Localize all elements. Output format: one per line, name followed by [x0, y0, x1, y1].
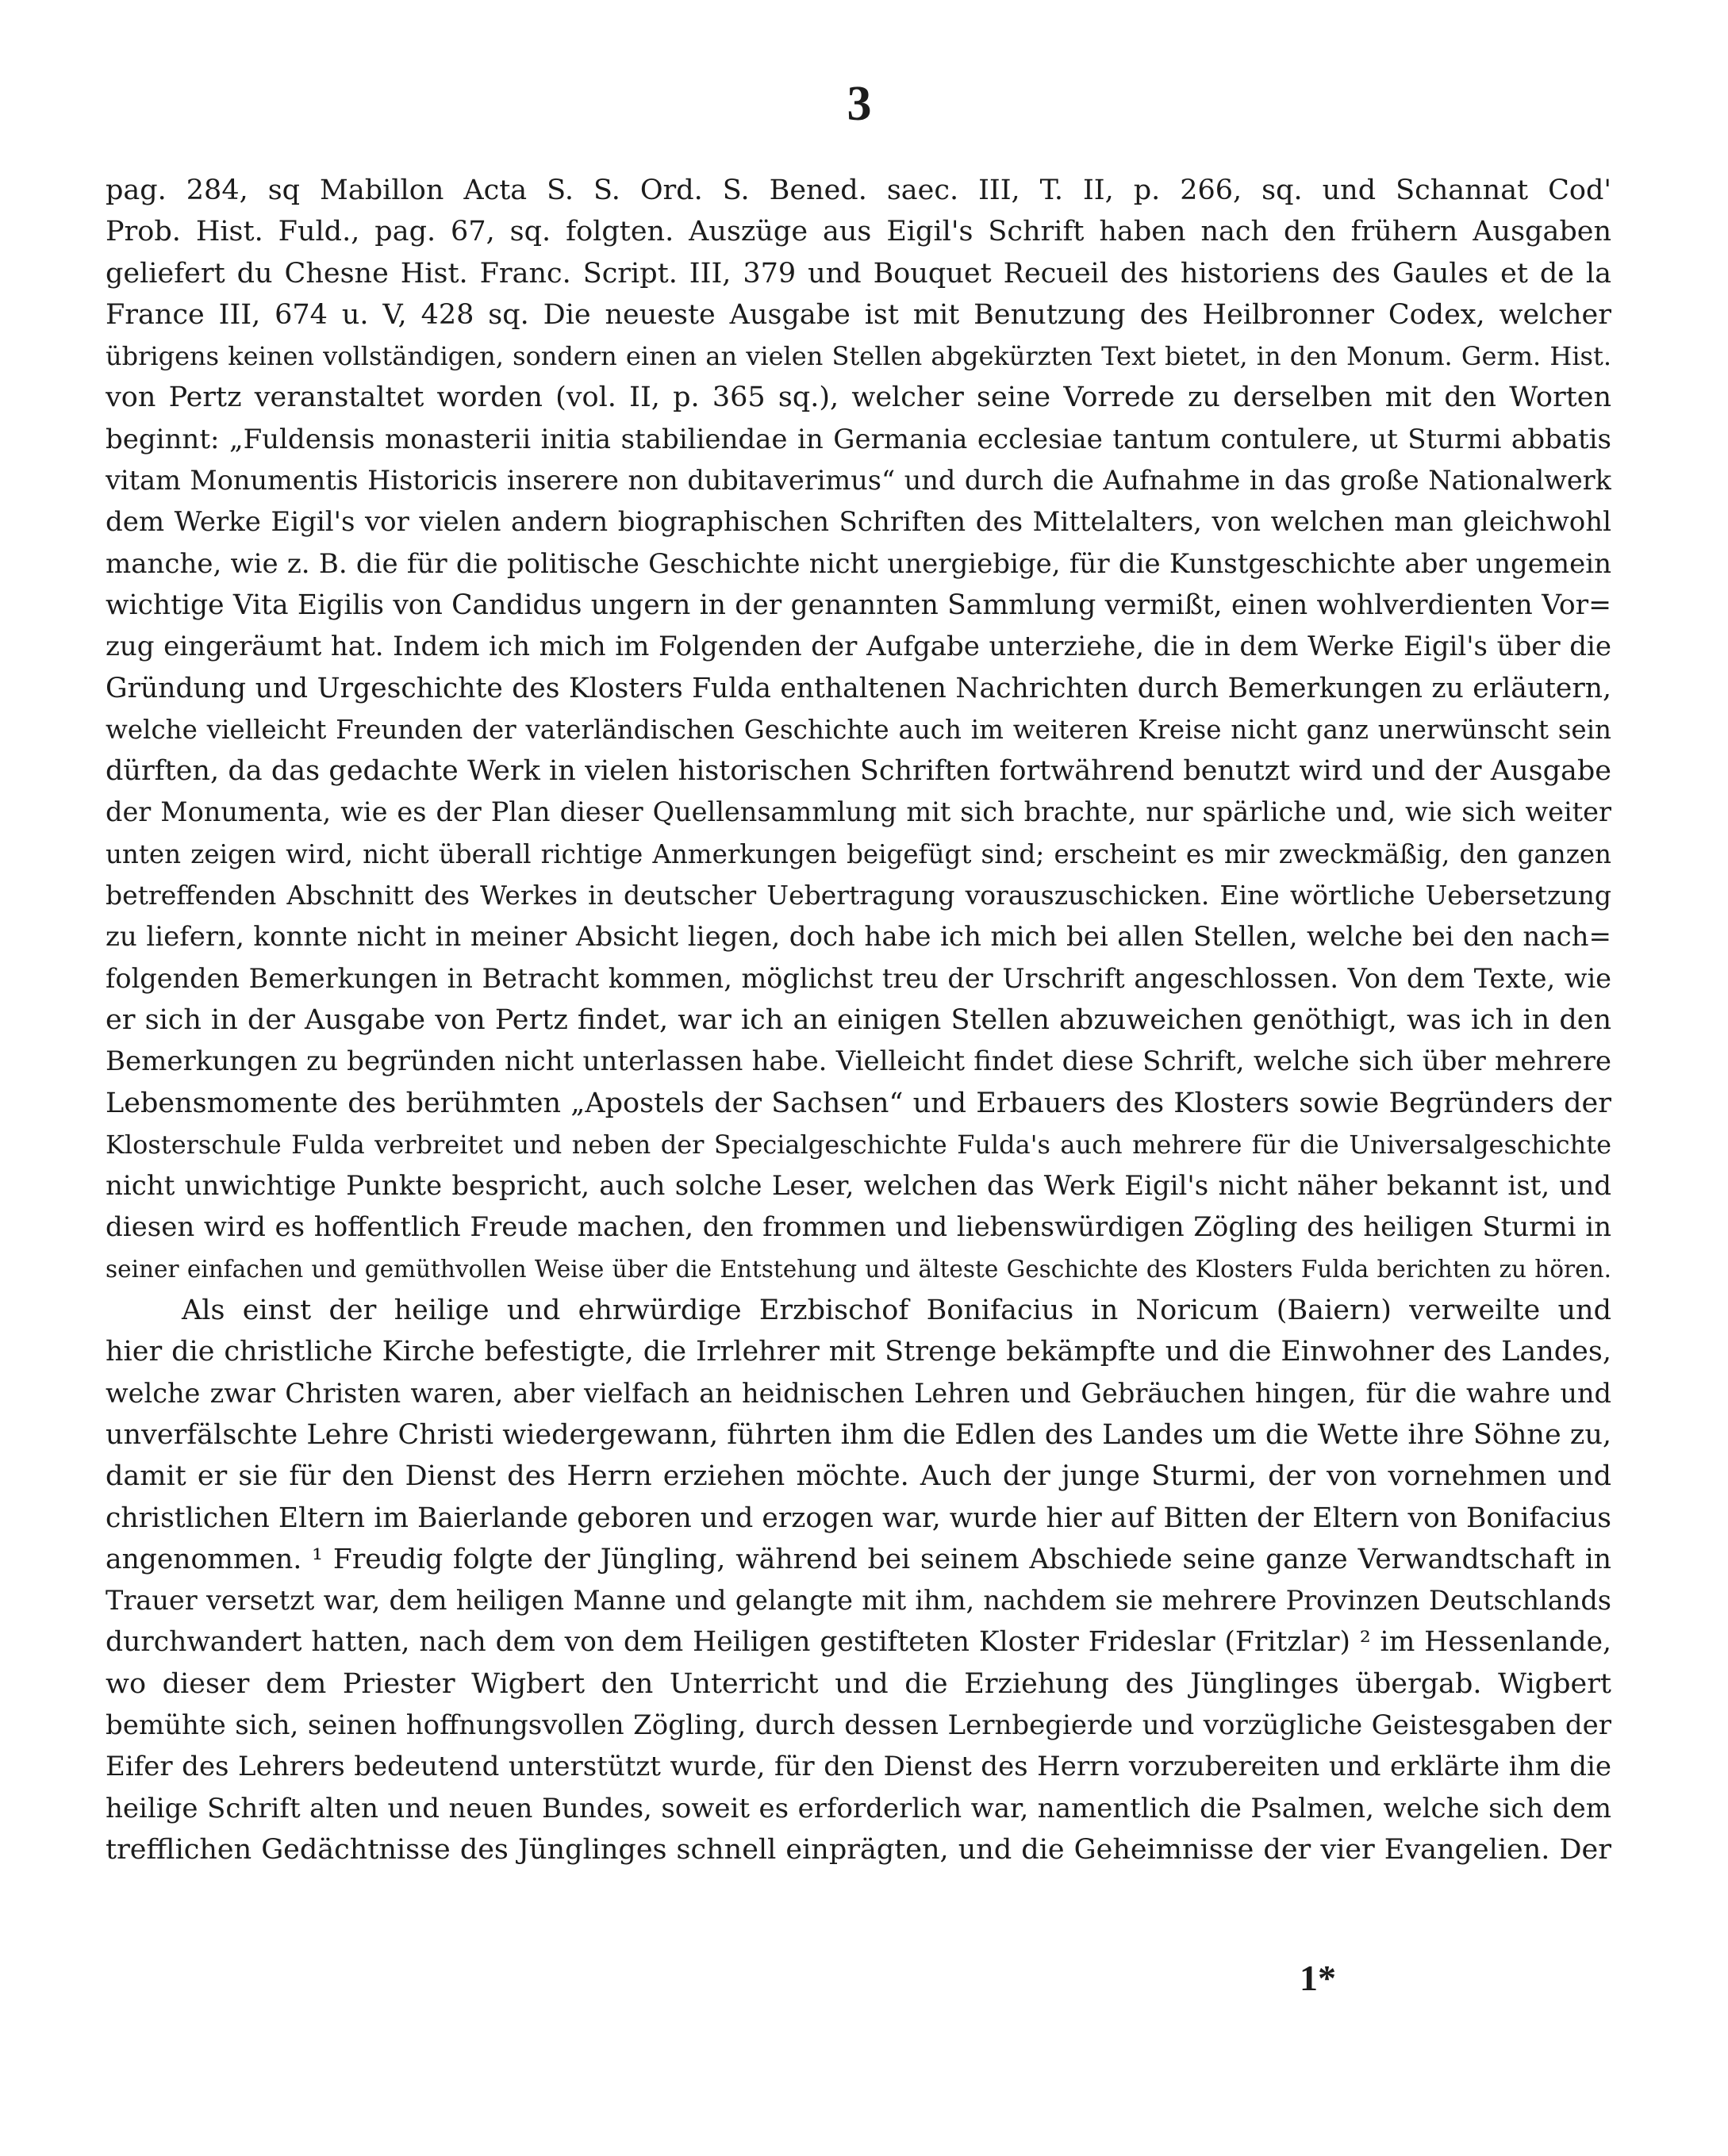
text-line: Gründung und Urgeschichte des Klosters Fulda enthaltenen Nachrichten durch Bemerkungen zu erläutern, — [106, 672, 1611, 704]
text-line: folgenden Bemerkungen in Betracht kommen, möglichst treu der Urschrift angeschlossen. Von dem Texte, wie — [106, 962, 1611, 994]
body-text — [106, 170, 1611, 1870]
text-line: wo dieser dem Priester Wigbert den Unterricht und die Erziehung des Jünglinges übergab. Wigbert — [106, 1667, 1611, 1700]
text-line: durchwandert hatten, nach dem von dem Heiligen gestifteten Kloster Frideslar (Fritzlar) ² im Hessenlande, — [106, 1626, 1611, 1659]
page-number: 3 — [847, 77, 872, 131]
text-line: übrigens keinen vollständigen, sondern einen an vielen Stellen abgekürzten Text bietet, in den Monum. Germ. Hist. — [106, 341, 1611, 372]
text-line: nicht unwichtige Punkte bespricht, auch solche Leser, welchen das Werk Eigil's nicht näher bekannt ist, und — [106, 1170, 1611, 1203]
text-line: trefflichen Gedächtnisse des Jünglinges schnell einprägten, und die Geheimnisse der vier Evangelien. Der — [106, 1833, 1611, 1866]
text-line: welche vielleicht Freunden der vaterländischen Geschichte auch im weiteren Kreise nicht ganz unerwünscht sein — [106, 714, 1611, 745]
text-line: betreffenden Abschnitt des Werkes in deutscher Uebertragung vorauszuschicken. Eine wörtliche Uebersetzung — [106, 880, 1611, 911]
text-line: unten zeigen wird, nicht überall richtige Anmerkungen beigefügt sind; erscheint es mir zweckmäßig, den ganzen — [106, 838, 1611, 869]
text-line: pag. 284, sq Mabillon Acta S. S. Ord. S. Bened. saec. III, T. II, p. 266, sq. und Schannat Cod' — [106, 175, 1611, 206]
text-line: von Pertz veranstaltet worden (vol. II, p. 365 sq.), welcher seine Vorrede zu derselben mit den Worten — [106, 382, 1611, 414]
text-line: welche zwar Christen waren, aber vielfach an heidnischen Lehren und Gebräuchen hingen, für die wahre und — [106, 1377, 1611, 1409]
text-line: hier die christliche Kirche befestigte, die Irrlehrer mit Strenge bekämpfte und die Einwohner des Landes, — [106, 1336, 1611, 1368]
text-line: der Monumenta, wie es der Plan dieser Quellensammlung mit sich brachte, nur spärliche und, wie sich weiter — [106, 796, 1611, 828]
paragraph-start-line: Als einst der heilige und ehrwürdige Erzbischof Bonifacius in Noricum (Baiern) verweilte und — [182, 1295, 1611, 1327]
text-line: dürften, da das gedachte Werk in vielen historischen Schriften fortwährend benutzt wird und der Ausgabe — [106, 755, 1611, 788]
text-line: Trauer versetzt war, dem heiligen Manne und gelangte mit ihm, nachdem sie mehrere Provinzen Deutschlands — [106, 1585, 1611, 1617]
text-line: vitam Monumentis Historicis inserere non dubitaverimus“ und durch die Aufnahme in das große Nationalwerk — [106, 465, 1611, 497]
text-line: diesen wird es hoffentlich Freude machen, den frommen und liebenswürdigen Zögling des heiligen Sturmi in — [106, 1211, 1611, 1244]
text-line: Bemerkungen zu begründen nicht unterlassen habe. Vielleicht findet diese Schrift, welche sich über mehrere — [106, 1045, 1611, 1078]
text-line: zu liefern, konnte nicht in meiner Absicht liegen, doch habe ich mich bei allen Stellen, welche bei den nach= — [106, 921, 1611, 953]
text-line: manche, wie z. B. die für die politische Geschichte nicht unergiebige, für die Kunstgeschichte aber ungemein — [106, 547, 1611, 580]
text-line: christlichen Eltern im Baierlande geboren und erzogen war, wurde hier auf Bitten der Eltern von Bonifacius — [106, 1502, 1611, 1534]
text-line: beginnt: „Fuldensis monasterii initia stabiliendae in Germania ecclesiae tantum contulere, ut Sturmi abbatis — [106, 423, 1611, 455]
text-line: dem Werke Eigil's vor vielen andern biographischen Schriften des Mittelalters, von welchen man gleichwohl — [106, 506, 1611, 539]
text-line: geliefert du Chesne Hist. Franc. Script. III, 379 und Bouquet Recueil des historiens des Gaules et de la — [106, 257, 1611, 290]
text-line: heilige Schrift alten und neuen Bundes, soweit es erforderlich war, namentlich die Psalmen, welche sich dem — [106, 1792, 1611, 1824]
text-line: zug eingeräumt hat. Indem ich mich im Folgenden der Aufgabe unterziehe, die in dem Werke Eigil's über die — [106, 631, 1611, 663]
text-line: seiner einfachen und gemüthvollen Weise über die Entstehung und älteste Geschichte des Klosters Fulda berichten zu hören. — [106, 1255, 1611, 1283]
text-line: Eifer des Lehrers bedeutend unterstützt wurde, für den Dienst des Herrn vorzubereiten und erklärte ihm die — [106, 1751, 1611, 1783]
text-line: unverfälschte Lehre Christi wiedergewann, führten ihm die Edlen des Landes um die Wette ihre Söhne zu, — [106, 1418, 1611, 1451]
signature-mark: 1* — [1300, 1958, 1336, 1998]
text-line: Lebensmomente des berühmten „Apostels der Sachsen“ und Erbauers des Klosters sowie Begründers der — [106, 1087, 1611, 1119]
text-line: er sich in der Ausgabe von Pertz findet, war ich an einigen Stellen abzuweichen genöthigt, was ich in den — [106, 1003, 1611, 1036]
text-line: angenommen. ¹ Freudig folgte der Jüngling, während bei seinem Abschiede seine ganze Verwandtschaft in — [106, 1543, 1611, 1575]
text-line: France III, 674 u. V, 428 sq. Die neueste Ausgabe ist mit Benutzung des Heilbronner Codex, welcher — [106, 298, 1611, 331]
text-line: wichtige Vita Eigilis von Candidus ungern in der genannten Sammlung vermißt, einen wohlverdienten Vor= — [106, 589, 1611, 621]
text-line: bemühte sich, seinen hoffnungsvollen Zögling, durch dessen Lernbegierde und vorzügliche Geistesgaben der — [106, 1709, 1611, 1741]
text-line: Prob. Hist. Fuld., pag. 67, sq. folgten. Auszüge aus Eigil's Schrift haben nach den frühern Ausgaben — [106, 216, 1611, 248]
text-line: damit er sie für den Dienst des Herrn erziehen möchte. Auch der junge Sturmi, der von vornehmen und — [106, 1460, 1611, 1493]
text-line: Klosterschule Fulda verbreitet und neben der Specialgeschichte Fulda's auch mehrere für die Universalgeschichte — [106, 1129, 1611, 1160]
